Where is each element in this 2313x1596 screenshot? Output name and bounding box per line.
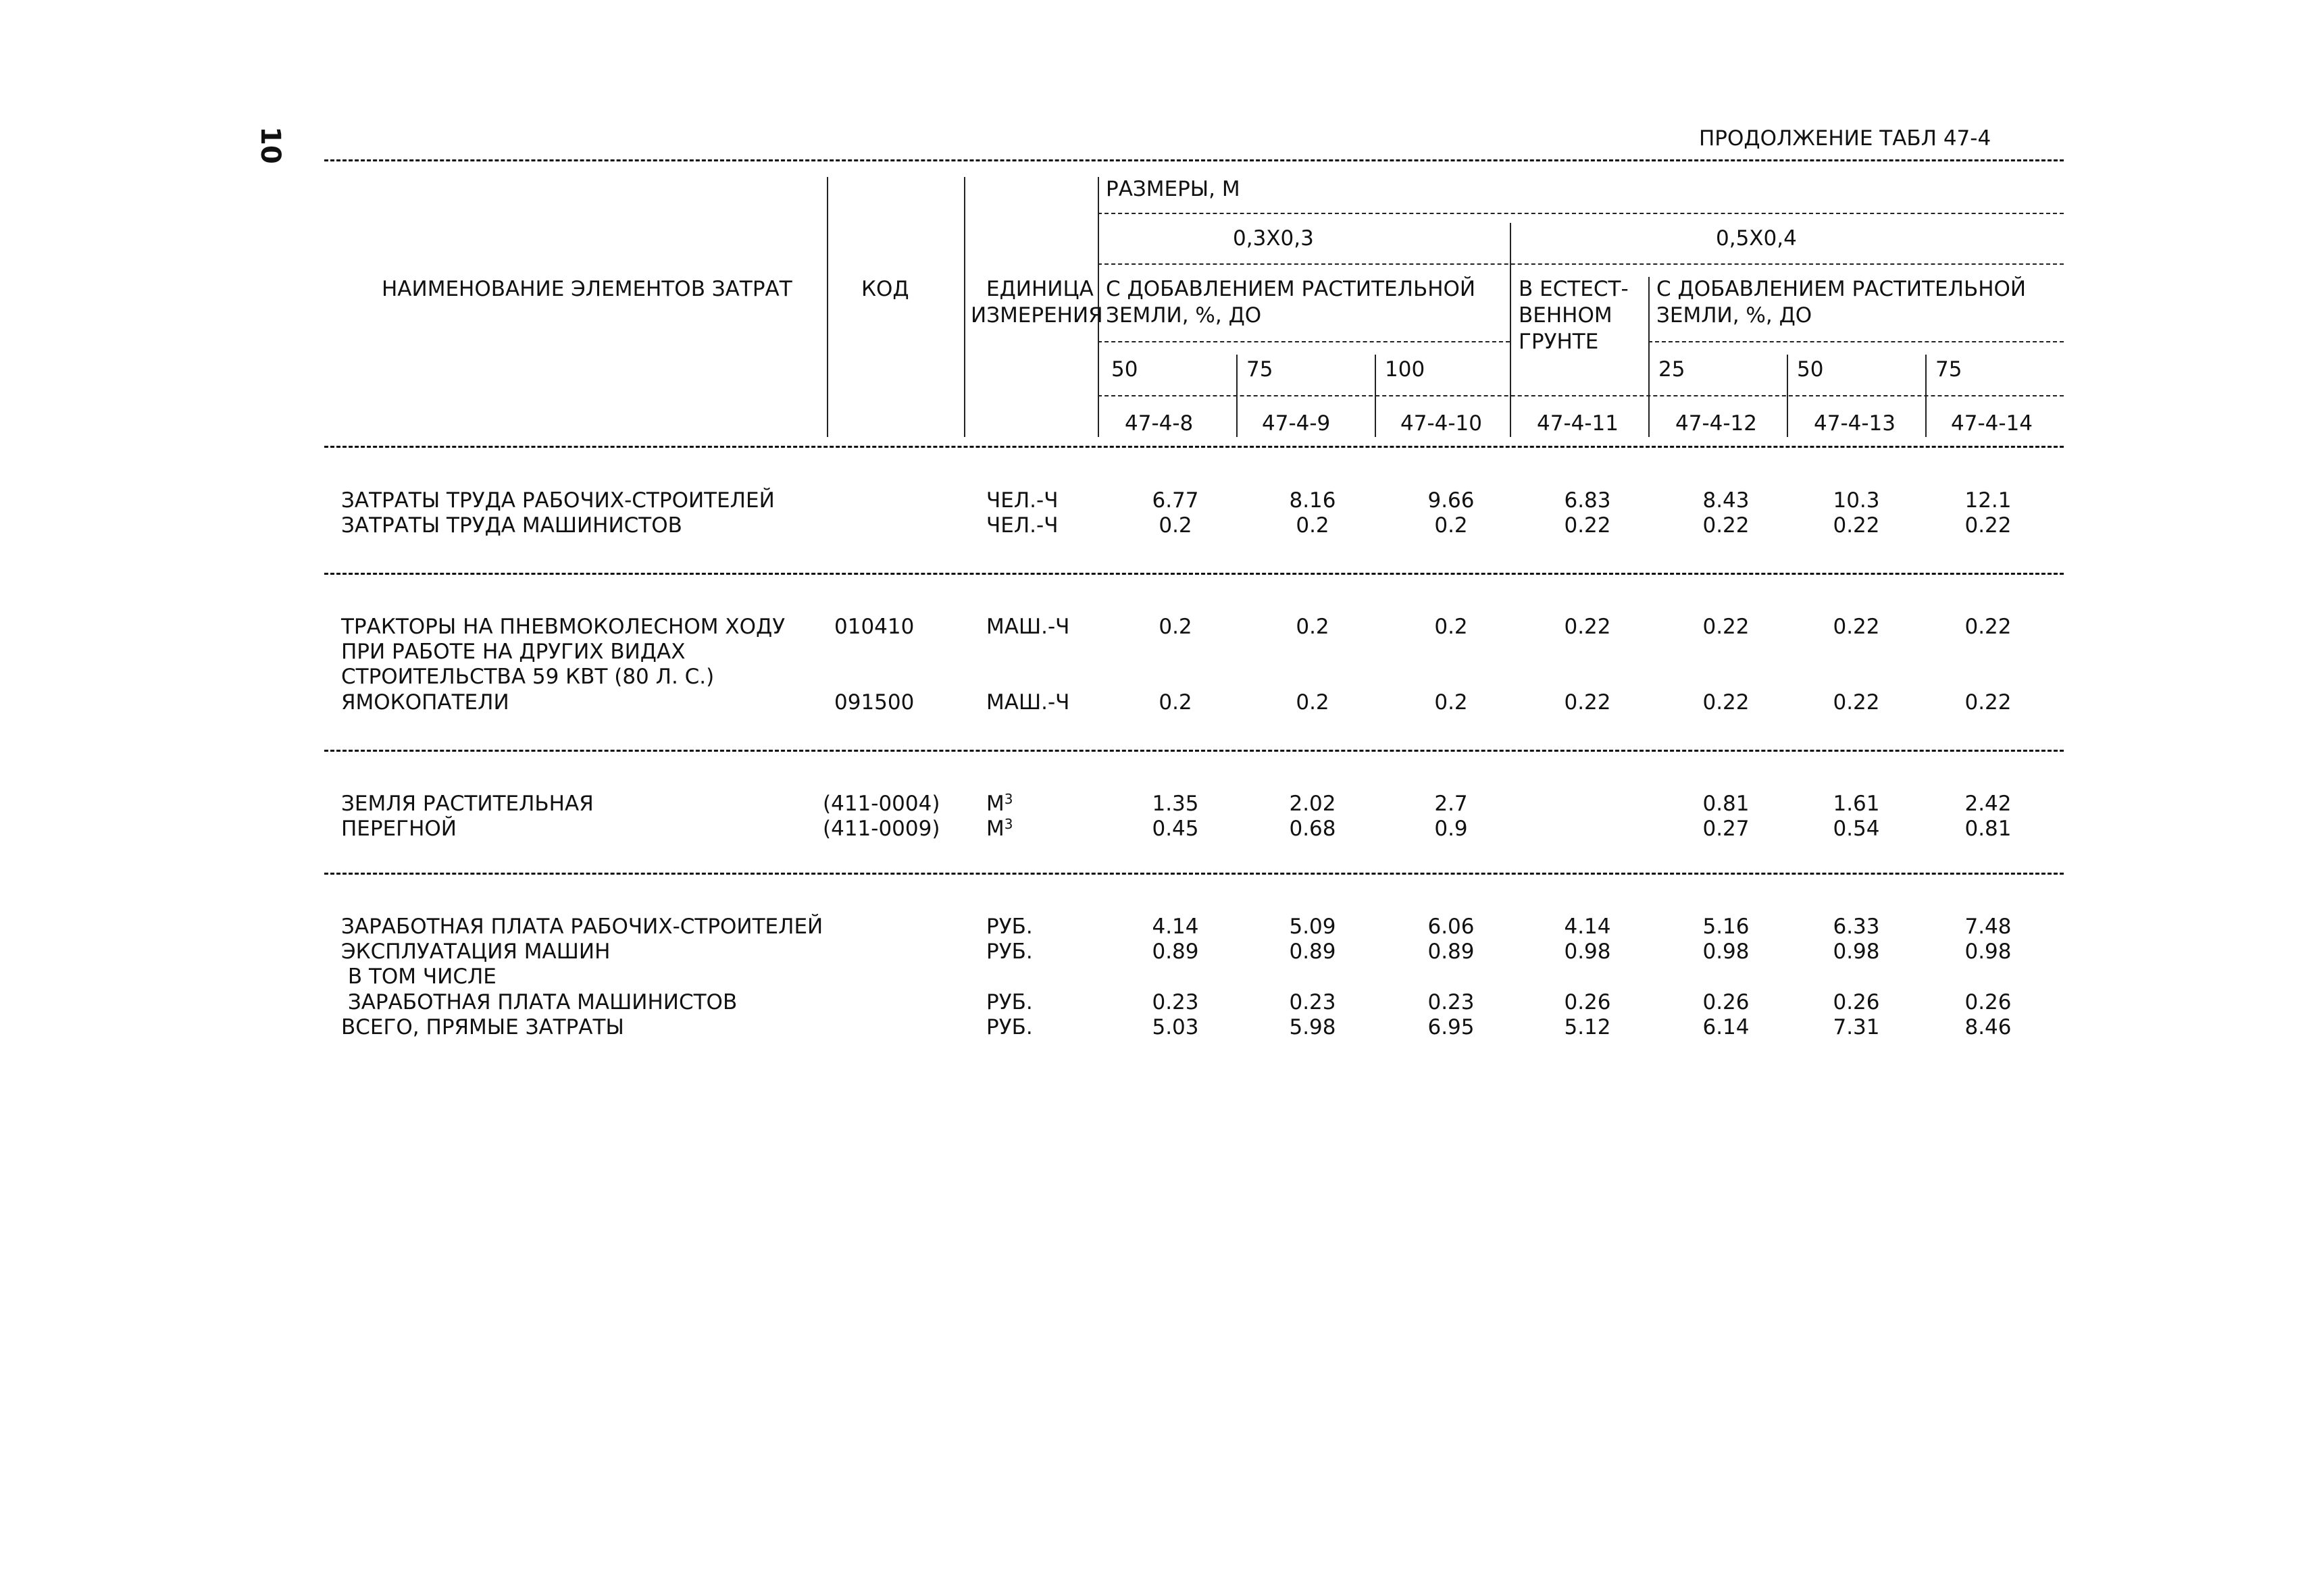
header-unit-line1: ЕДИНИЦА [986, 277, 1094, 301]
row-value: 0.89 [1152, 939, 1199, 964]
row-value: 1.35 [1152, 792, 1199, 816]
row-value: 6.33 [1833, 915, 1880, 939]
row-value: 0.23 [1152, 990, 1199, 1014]
row-value: 0.26 [1964, 990, 2012, 1014]
row-value: 0.22 [1564, 513, 1611, 538]
header-natural-line1: В ЕСТЕСТ- [1519, 277, 1629, 301]
row-value: 7.48 [1964, 915, 2012, 939]
row-code: 091500 [834, 690, 915, 715]
header-added-a-line2: ЗЕМЛИ, %, ДО [1106, 303, 1262, 328]
row-value: 0.26 [1833, 990, 1880, 1014]
row-value: 0.2 [1159, 690, 1192, 715]
row-value: 0.89 [1289, 939, 1336, 964]
header-vbar-5 [1648, 277, 1650, 437]
header-added-b-line2: ЗЕМЛИ, %, ДО [1656, 303, 1812, 328]
header-rule-added-a [1098, 341, 1510, 342]
row-name: ЗЕМЛЯ РАСТИТЕЛЬНАЯ [341, 792, 594, 816]
header-sizes: РАЗМЕРЫ, М [1106, 177, 1240, 201]
row-name: ПЕРЕГНОЙ [341, 817, 457, 841]
header-size-a: 0,3X0,3 [1233, 226, 1314, 251]
row-value: 5.03 [1152, 1015, 1199, 1039]
row-value: 0.22 [1702, 513, 1750, 538]
row-value: 12.1 [1964, 488, 2012, 513]
row-value: 9.66 [1427, 488, 1475, 513]
row-value: 0.2 [1434, 513, 1468, 538]
row-value: 0.2 [1296, 690, 1329, 715]
row-name: ЗАРАБОТНАЯ ПЛАТА МАШИНИСТОВ [341, 990, 738, 1014]
header-percent: 75 [1935, 357, 1962, 382]
row-value: 0.23 [1427, 990, 1475, 1014]
header-unit-line2: ИЗМЕРЕНИЯ [971, 303, 1103, 328]
row-name: ТРАКТОРЫ НА ПНЕВМОКОЛЕСНОМ ХОДУ [341, 615, 786, 639]
header-added-a-line1: С ДОБАВЛЕНИЕМ РАСТИТЕЛЬНОЙ [1106, 277, 1476, 301]
row-value: 0.81 [1964, 817, 2012, 841]
row-value: 0.22 [1833, 513, 1880, 538]
header-vbar-7 [1375, 355, 1376, 437]
row-value: 10.3 [1833, 488, 1880, 513]
row-value: 0.2 [1434, 615, 1468, 639]
row-value: 0.98 [1964, 939, 2012, 964]
row-value: 0.22 [1964, 690, 2012, 715]
row-value: 0.22 [1964, 513, 2012, 538]
row-code: (411-0009) [823, 817, 940, 841]
row-name: ЯМОКОПАТЕЛИ [341, 690, 509, 715]
header-size-b: 0,5X0,4 [1716, 226, 1797, 251]
row-name: ЗАРАБОТНАЯ ПЛАТА РАБОЧИХ-СТРОИТЕЛЕЙ [341, 915, 823, 939]
row-value: 0.89 [1427, 939, 1475, 964]
row-value: 5.98 [1289, 1015, 1336, 1039]
continuation-title: ПРОДОЛЖЕНИЕ ТАБЛ 47-4 [1699, 126, 1991, 151]
header-rule-added-b [1648, 341, 2064, 342]
row-value: 0.54 [1833, 817, 1880, 841]
row-value: 0.22 [1833, 615, 1880, 639]
header-percent: 100 [1385, 357, 1425, 382]
row-value: 5.09 [1289, 915, 1336, 939]
column-code: 47-4-11 [1537, 411, 1619, 436]
header-natural-line3: ГРУНТЕ [1519, 330, 1599, 354]
row-value: 5.16 [1702, 915, 1750, 939]
column-code: 47-4-12 [1675, 411, 1757, 436]
column-code: 47-4-14 [1951, 411, 2033, 436]
rule-group-3 [324, 873, 2064, 875]
column-code: 47-4-9 [1262, 411, 1331, 436]
row-name: ПРИ РАБОТЕ НА ДРУГИХ ВИДАХ [341, 640, 686, 664]
row-value: 0.22 [1702, 690, 1750, 715]
row-value: 0.22 [1964, 615, 2012, 639]
column-code: 47-4-13 [1814, 411, 1896, 436]
row-unit: $М^3$ [986, 816, 1013, 841]
row-value: 8.16 [1289, 488, 1336, 513]
row-value: 0.26 [1564, 990, 1611, 1014]
header-added-b-line1: С ДОБАВЛЕНИЕМ РАСТИТЕЛЬНОЙ [1656, 277, 2027, 301]
header-vbar-6 [1236, 355, 1238, 437]
header-natural-line2: ВЕННОМ [1519, 303, 1612, 328]
row-name: ВСЕГО, ПРЯМЫЕ ЗАТРАТЫ [341, 1015, 624, 1039]
row-value: 2.42 [1964, 792, 2012, 816]
rule-group-1 [324, 573, 2064, 575]
page-number: 10 [254, 126, 286, 164]
column-code: 47-4-8 [1125, 411, 1194, 436]
row-value: 0.9 [1434, 817, 1468, 841]
header-percent: 50 [1111, 357, 1138, 382]
row-value: 0.98 [1564, 939, 1611, 964]
header-vbar-9 [1925, 355, 1927, 437]
row-value: 1.61 [1833, 792, 1880, 816]
row-value: 7.31 [1833, 1015, 1880, 1039]
row-value: 6.83 [1564, 488, 1611, 513]
row-value: 4.14 [1152, 915, 1199, 939]
row-value: 4.14 [1564, 915, 1611, 939]
row-code: 010410 [834, 615, 915, 639]
row-value: 0.98 [1702, 939, 1750, 964]
header-percent: 25 [1658, 357, 1685, 382]
row-name: ЗАТРАТЫ ТРУДА РАБОЧИХ-СТРОИТЕЛЕЙ [341, 488, 775, 513]
row-value: 0.22 [1564, 615, 1611, 639]
row-value: 2.7 [1434, 792, 1468, 816]
row-unit: ЧЕЛ.-Ч [986, 488, 1059, 513]
header-percent: 75 [1246, 357, 1273, 382]
row-code: (411-0004) [823, 792, 940, 816]
row-value: 8.43 [1702, 488, 1750, 513]
row-value: 0.2 [1159, 513, 1192, 538]
header-percent: 50 [1797, 357, 1824, 382]
row-value: 6.77 [1152, 488, 1199, 513]
row-unit: $М^3$ [986, 791, 1013, 816]
row-value: 0.81 [1702, 792, 1750, 816]
row-value: 0.23 [1289, 990, 1336, 1014]
row-unit: РУБ. [986, 990, 1033, 1014]
header-rule-sizes [1098, 213, 2064, 214]
row-name: ЗАТРАТЫ ТРУДА МАШИНИСТОВ [341, 513, 682, 538]
row-unit: ЧЕЛ.-Ч [986, 513, 1059, 538]
column-code: 47-4-10 [1400, 411, 1482, 436]
row-value: 6.14 [1702, 1015, 1750, 1039]
header-code-col: КОД [861, 277, 909, 301]
row-unit: МАШ.-Ч [986, 690, 1070, 715]
header-vbar-1 [827, 177, 828, 437]
row-value: 0.2 [1296, 513, 1329, 538]
row-value: 0.27 [1702, 817, 1750, 841]
row-value: 0.22 [1702, 615, 1750, 639]
rule-group-2 [324, 750, 2064, 752]
row-name: СТРОИТЕЛЬСТВА 59 КВТ (80 Л. С.) [341, 665, 715, 689]
row-unit: РУБ. [986, 939, 1033, 964]
row-value: 2.02 [1289, 792, 1336, 816]
row-value: 6.95 [1427, 1015, 1475, 1039]
row-value: 0.2 [1434, 690, 1468, 715]
row-value: 8.46 [1964, 1015, 2012, 1039]
row-value: 0.45 [1152, 817, 1199, 841]
header-name-col: НАИМЕНОВАНИЕ ЭЛЕМЕНТОВ ЗАТРАТ [382, 277, 792, 301]
row-value: 0.26 [1702, 990, 1750, 1014]
header-rule-percents [1098, 395, 2064, 396]
row-value: 0.2 [1159, 615, 1192, 639]
header-vbar-8 [1787, 355, 1788, 437]
rule-top [324, 159, 2064, 161]
row-unit: МАШ.-Ч [986, 615, 1070, 639]
rule-header-bottom [324, 446, 2064, 448]
row-unit: РУБ. [986, 915, 1033, 939]
row-unit: РУБ. [986, 1015, 1033, 1039]
row-name: В ТОМ ЧИСЛЕ [341, 964, 497, 989]
row-value: 6.06 [1427, 915, 1475, 939]
row-value: 5.12 [1564, 1015, 1611, 1039]
header-vbar-2 [964, 177, 965, 437]
row-value: 0.68 [1289, 817, 1336, 841]
row-value: 0.22 [1833, 690, 1880, 715]
row-name: ЭКСПЛУАТАЦИЯ МАШИН [341, 939, 611, 964]
header-rule-size-split [1098, 263, 2064, 265]
row-value: 0.22 [1564, 690, 1611, 715]
header-vbar-4 [1510, 223, 1511, 437]
row-value: 0.98 [1833, 939, 1880, 964]
row-value: 0.2 [1296, 615, 1329, 639]
